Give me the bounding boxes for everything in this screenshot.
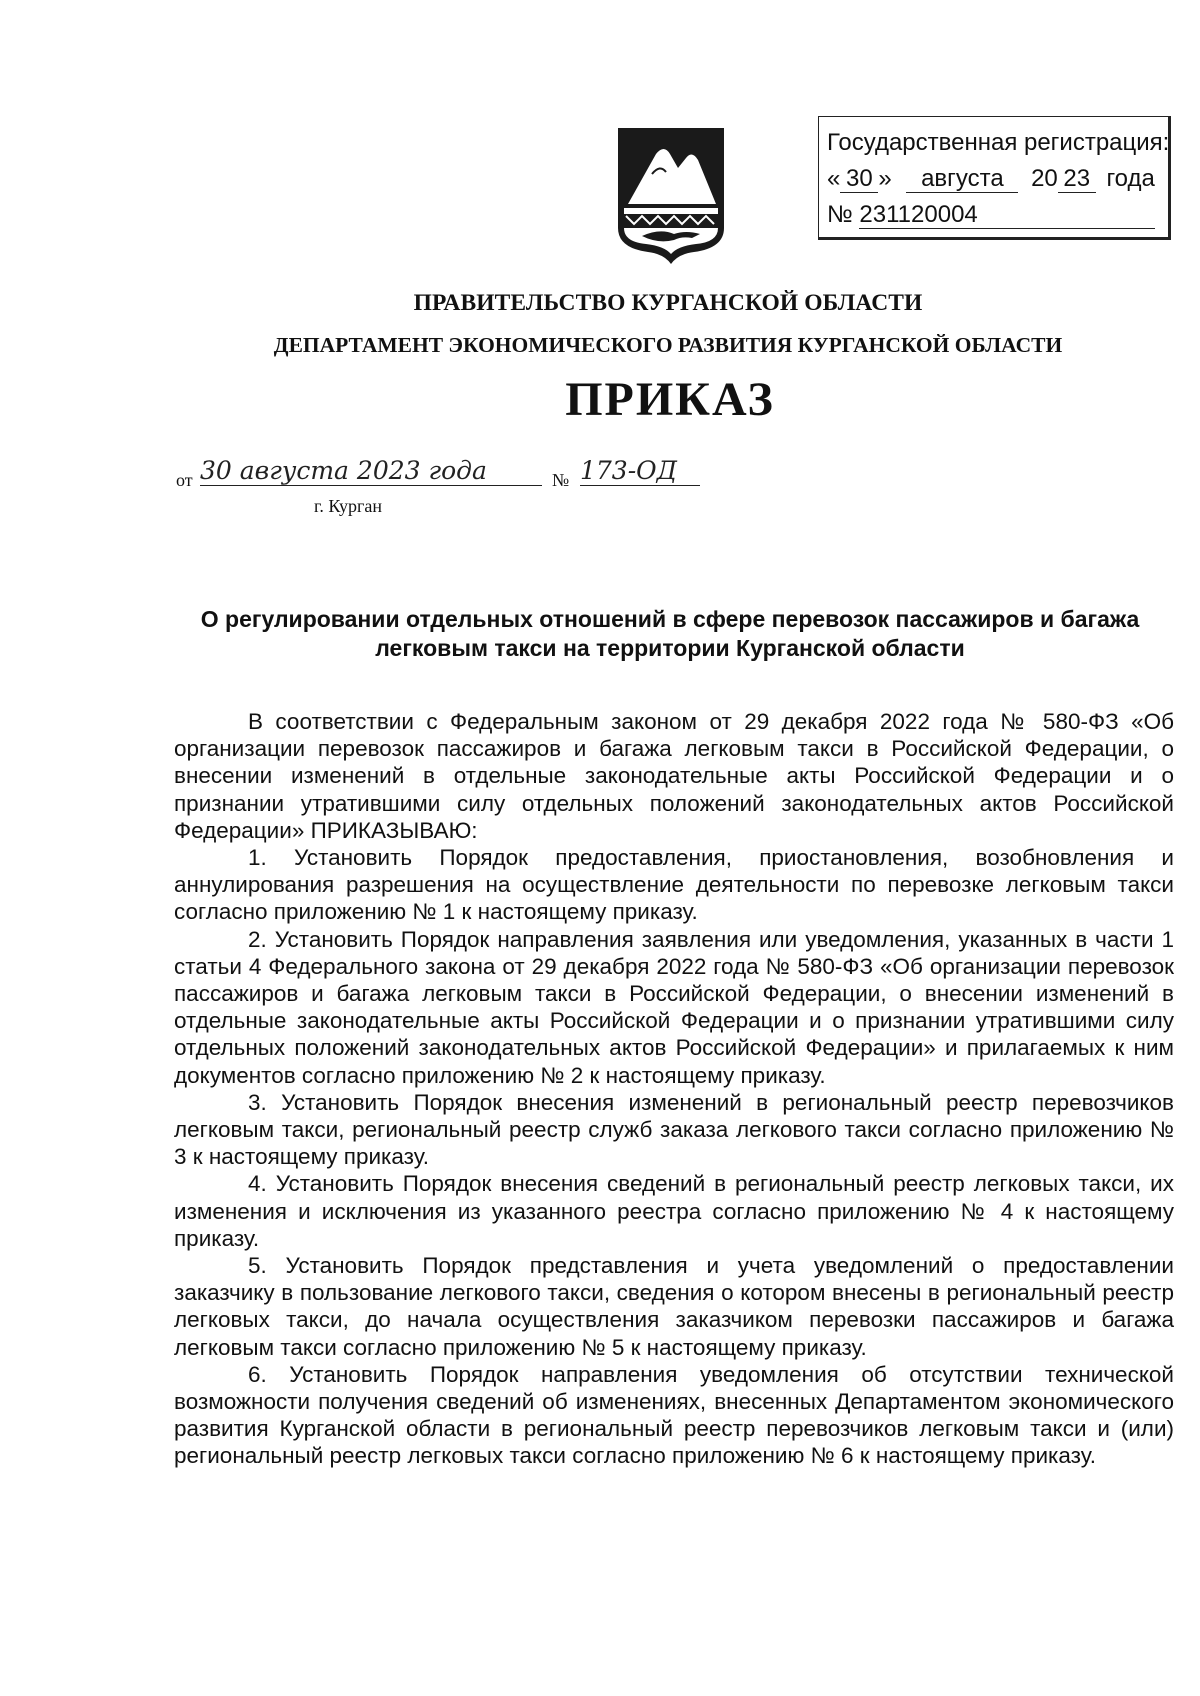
clause-paragraph-3: 3. Установить Порядок внесения изменений в региональный реестр перевозчиков легковым такси, региональный реестр служб заказа легкового такси согласно приложению № 3 к настоящему приказу. [174, 1089, 1174, 1170]
registration-year-prefix: 20 [1031, 165, 1058, 192]
registration-number-label: № [827, 201, 853, 228]
order-number-handwritten: 173-ОД [580, 456, 700, 486]
document-type-title: ПРИКАЗ [565, 373, 775, 426]
clause-paragraph-4: 4. Установить Порядок внесения сведений в региональный реестр легковых такси, их изменения и исключения из указанного реестра согласно приложению № 4 к настоящему приказу. [174, 1171, 1174, 1251]
registration-month: августа [906, 166, 1018, 193]
registration-quote-open: « [827, 165, 841, 192]
order-city: г. Курган [314, 496, 383, 516]
registration-title: Государственная регистрация: [827, 129, 1170, 156]
order-from-label: от [176, 470, 193, 490]
order-subject-line-1: О регулировании отдельных отношений в сфере перевозок пассажиров и багажа [200, 606, 1140, 632]
clause-paragraph-5: 5. Установить Порядок представления и учета уведомлений о предоставлении заказчику в пользование легкового такси, сведения о котором внесены в региональный реестр легковых такси, до начала осуществления заказчиком перевозки пассажиров и багажа легковым такси согласно приложению № 5 к настоящему приказу. [174, 1253, 1174, 1360]
order-subject [140, 605, 1200, 663]
registration-stamp-box [818, 116, 1171, 240]
clause-paragraph-2: 2. Установить Порядок направления заявления или уведомления, указанных в части 1 статьи 4 Федерального закона от 29 декабря 2022 года № 580-ФЗ «Об организации перевозок пассажиров и багажа легковым такси в Российской Федерации, о внесении изменений в отдельные законодательные акты Российской Федерации и о признании утратившими силу отдельных положений законодательных актов Российской Федерации» и прилагаемых к ним документов согласно приложению № 2 к настоящему приказу. [174, 926, 1174, 1088]
department-heading: ДЕПАРТАМЕНТ ЭКОНОМИЧЕСКОГО РАЗВИТИЯ КУРГАНСКОЙ ОБЛАСТИ [273, 333, 1063, 357]
order-body [174, 708, 1174, 1470]
order-date-handwritten: 30 августа 2023 года [200, 456, 542, 486]
preamble-paragraph: В соответствии с Федеральным законом от 29 декабря 2022 года № 580-ФЗ «Об организации перевозок пассажиров и багажа легковым такси в Российской Федерации, о внесении изменений в отдельные законодательные акты Российской Федерации и о признании утратившими силу отдельных положений законодательных актов Российской Федерации» ПРИКАЗЫВАЮ: [174, 709, 1174, 843]
registration-quote-close: » [878, 165, 892, 192]
order-number-label: № [552, 470, 570, 490]
government-heading: ПРАВИТЕЛЬСТВО КУРГАНСКОЙ ОБЛАСТИ [413, 290, 923, 316]
order-date-line [176, 456, 776, 516]
clause-paragraph-1: 1. Установить Порядок предоставления, приостановления, возобновления и аннулирования разрешения на осуществление деятельности по перевозке легковым такси согласно приложению № 1 к настоящему приказу. [174, 845, 1174, 925]
coat-of-arms-emblem [612, 124, 730, 266]
registration-year-suffix: 23 [1058, 166, 1096, 193]
order-subject-line-2: легковым такси на территории Курганской области [375, 635, 965, 661]
registration-number: 231120004 [859, 202, 1155, 229]
registration-date [827, 161, 1160, 197]
registration-year-word: года [1106, 165, 1155, 192]
registration-number-line [827, 197, 1160, 233]
registration-day: 30 [840, 166, 878, 193]
clause-paragraph-6: 6. Установить Порядок направления уведомления об отсутствии технической возможности получения сведений об изменениях, внесенных Департаментом экономического развития Курганской области в региональный реестр перевозчиков легковым такси и (или) региональный реестр легковых такси согласно приложению № 6 к настоящему приказу. [174, 1361, 1174, 1469]
